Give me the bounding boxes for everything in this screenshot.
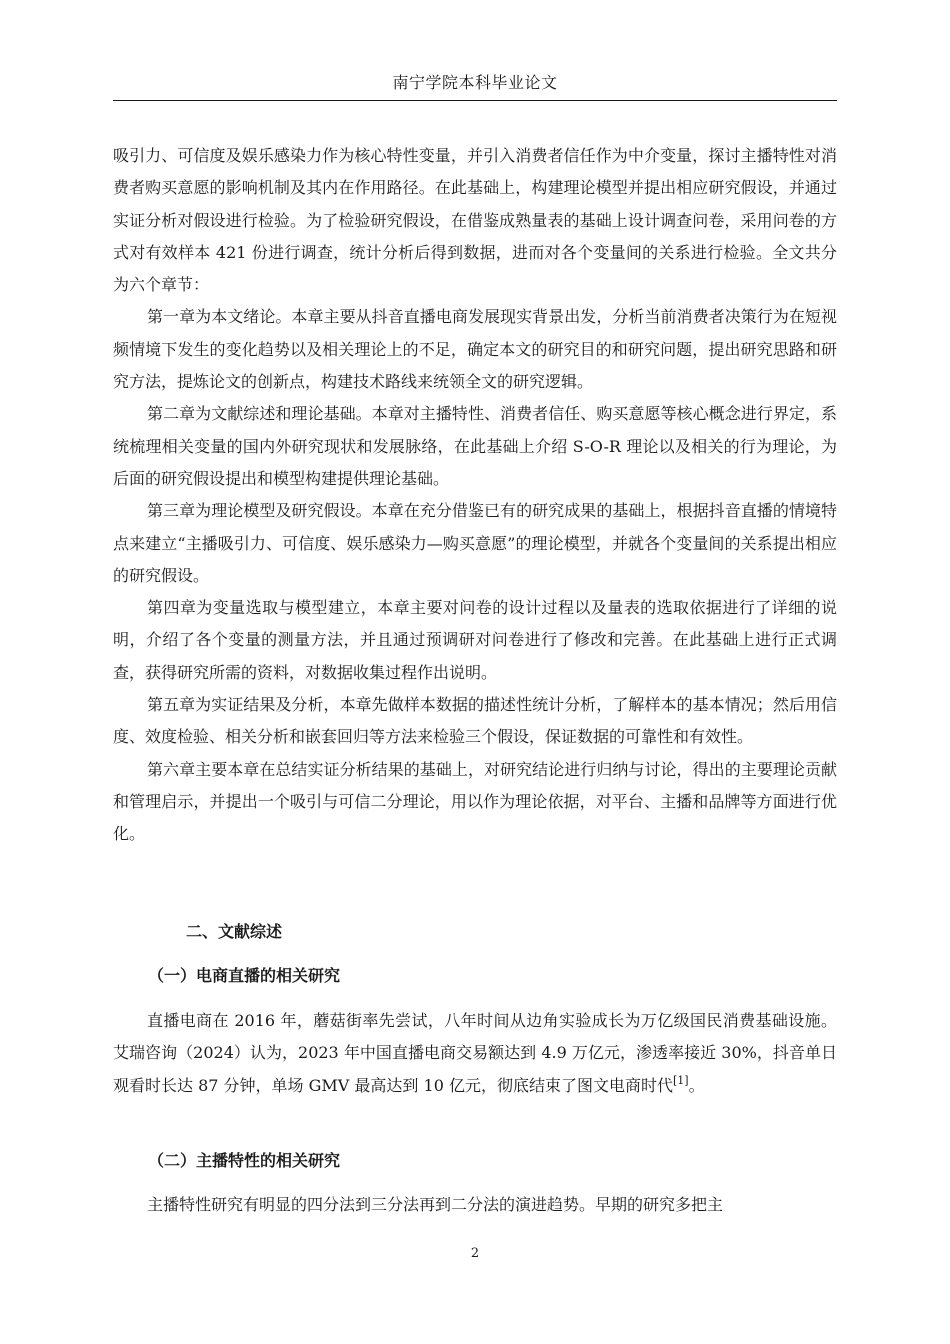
body-text (113, 140, 837, 851)
paragraph-live-commerce-tail: 。 (688, 1075, 705, 1095)
subsection-heading-anchor-traits: （二）主播特性的相关研究 (148, 1151, 341, 1170)
paragraph-chapter-5: 第五章为实证结果及分析，本章先做样本数据的描述性统计分析，了解样本的基本情况；然后用信度、效度检验、相关分析和嵌套回归等方法来检验三个假设，保证数据的可靠性和有效性。 (113, 695, 837, 747)
citation-marker: [1] (672, 1073, 689, 1087)
paragraph-live-commerce-text: 直播电商在 2016 年，蘑菇街率先尝试，八年时间从边角实验成长为万亿级国民消费基础设施。艾瑞咨询（2024）认为，2023 年中国直播电商交易额达到 4.9 万亿元，渗透率接近 30%，抖音单日观看时长达 87 分钟，单场 GMV 最高达到 10 亿元，彻底结束了图文电商时代 (113, 1011, 837, 1095)
header-rule (113, 100, 837, 101)
section-heading-literature-review: 二、文献综述 (186, 922, 283, 941)
paragraph-chapter-1: 第一章为本文绪论。本章主要从抖音直播电商发展现实背景出发，分析当前消费者决策行为在短视频情境下发生的变化趋势以及相关理论上的不足，确定本文的研究目的和研究问题，提出研究思路和研究方法，提炼论文的创新点，构建技术路线来统领全文的研究逻辑。 (113, 307, 837, 392)
paragraph-live-commerce (113, 1005, 837, 1102)
subsection-live-commerce-body (113, 1005, 837, 1102)
paragraph-chapter-6: 第六章主要本章在总结实证分析结果的基础上，对研究结论进行归纳与讨论，得出的主要理论贡献和管理启示，并提出一个吸引与可信二分理论，用以作为理论依据，对平台、主播和品牌等方面进行优化。 (113, 759, 837, 844)
paragraph-chapter-2: 第二章为文献综述和理论基础。本章对主播特性、消费者信任、购买意愿等核心概念进行界定，系统梳理相关变量的国内外研究现状和发展脉络，在此基础上介绍 S-O-R 理论以及相关的行为理论，为后面的研究假设提出和模型构建提供理论基础。 (113, 404, 837, 488)
paragraph-chapter-4: 第四章为变量选取与模型建立，本章主要对问卷的设计过程以及量表的选取依据进行了详细的说明，介绍了各个变量的测量方法，并且通过预调研对问卷进行了修改和完善。在此基础上进行正式调查，获得研究所需的资料，对数据收集过程作出说明。 (113, 598, 837, 682)
running-header: 南宁学院本科毕业论文 (392, 73, 558, 92)
page-number: 2 (470, 1246, 480, 1261)
subsection-heading-live-commerce: （一）电商直播的相关研究 (148, 966, 341, 985)
subsection-anchor-traits-body (113, 1189, 837, 1221)
paragraph-chapter-3: 第三章为理论模型及研究假设。本章在充分借鉴已有的研究成果的基础上，根据抖音直播的情境特点来建立“主播吸引力、可信度、娱乐感染力—购买意愿”的理论模型，并就各个变量间的关系提出相应的研究假设。 (113, 501, 837, 585)
paragraph-anchor-traits: 主播特性研究有明显的四分法到三分法再到二分法的演进趋势。早期的研究多把主 (147, 1195, 724, 1214)
paragraph-intro: 吸引力、可信度及娱乐感染力作为核心特性变量，并引入消费者信任作为中介变量，探讨主播特性对消费者购买意愿的影响机制及其内在作用路径。在此基础上，构建理论模型并提出相应研究假设，并通过实证分析对假设进行检验。为了检验研究假设，在借鉴成熟量表的基础上设计调查问卷，采用问卷的方式对有效样本 421 份进行调查，统计分析后得到数据，进而对各个变量间的关系进行检验。全文共分为六个章节： (113, 146, 837, 295)
